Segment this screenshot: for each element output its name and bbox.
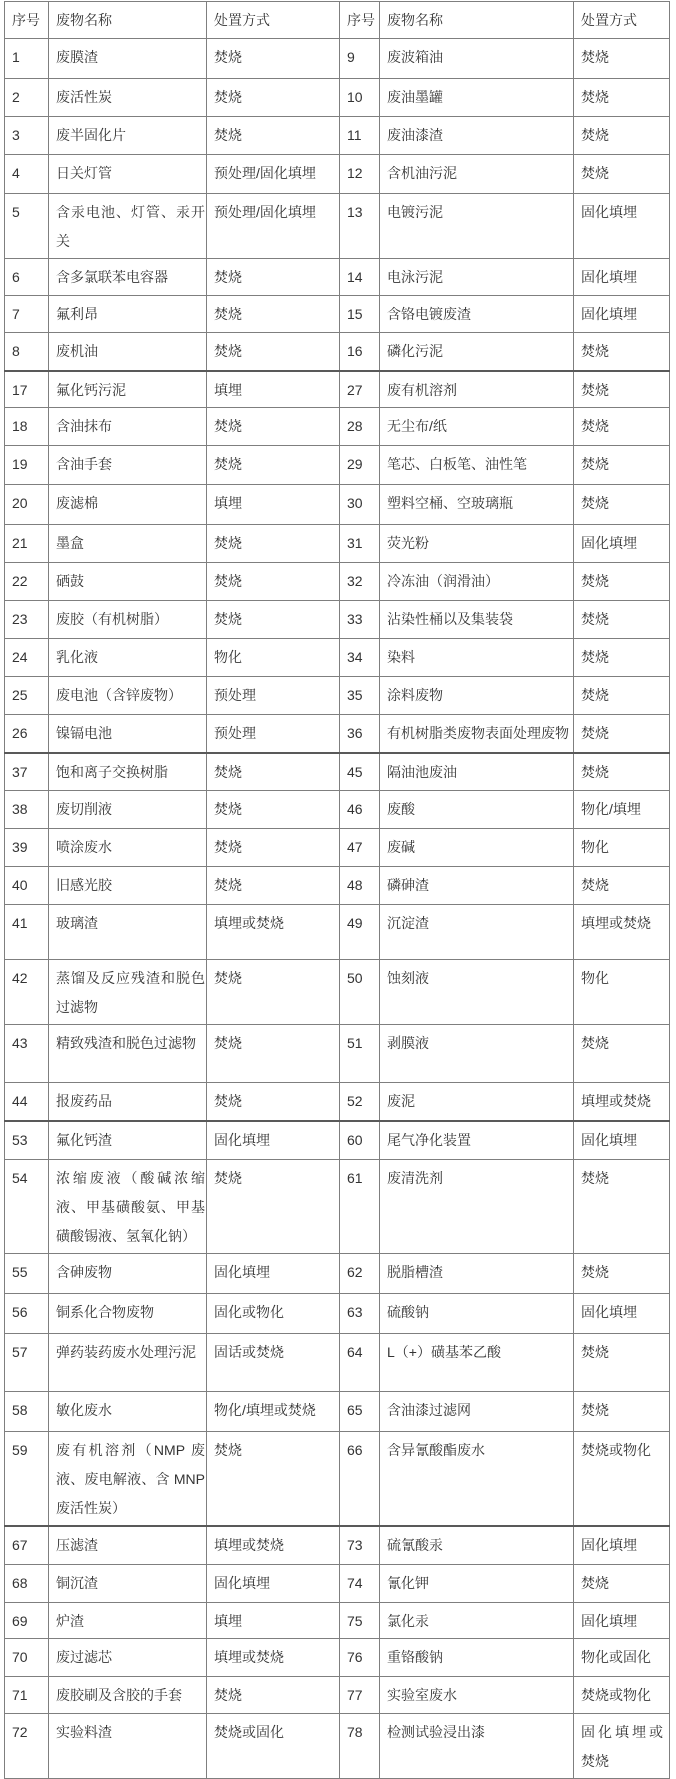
- waste-name-cell: 铜系化合物废物: [49, 1294, 207, 1334]
- disposal-method-cell: 填埋或焚烧: [207, 905, 340, 960]
- disposal-method-cell: 焚烧: [574, 79, 670, 117]
- row-number-cell: 77: [340, 1676, 380, 1713]
- row-number-cell: 18: [5, 408, 49, 446]
- table-row: [5, 1294, 670, 1334]
- row-number-cell: 73: [340, 1526, 380, 1564]
- waste-name-cell: 实验料渣: [49, 1713, 207, 1778]
- table-row: [5, 905, 670, 960]
- waste-name-cell: 旧感光胶: [49, 867, 207, 905]
- table-row: [5, 1713, 670, 1778]
- waste-name-cell: 磷砷渣: [380, 867, 574, 905]
- disposal-method-cell: 焚烧: [207, 867, 340, 905]
- row-number-cell: 54: [5, 1160, 49, 1254]
- disposal-method-cell: 焚烧: [574, 39, 670, 79]
- row-number-cell: 59: [5, 1432, 49, 1527]
- disposal-method-cell: 物化: [574, 960, 670, 1025]
- disposal-method-cell: 焚烧: [207, 1432, 340, 1527]
- table-row: [5, 296, 670, 333]
- waste-name-cell: 废半固化片: [49, 117, 207, 155]
- disposal-method-cell: 焚烧: [207, 791, 340, 829]
- row-number-cell: 9: [340, 39, 380, 79]
- disposal-method-cell: 焚烧: [207, 601, 340, 639]
- waste-name-cell: 墨盒: [49, 525, 207, 563]
- row-number-cell: 69: [5, 1602, 49, 1638]
- waste-name-cell: 废油漆渣: [380, 117, 574, 155]
- disposal-method-cell: 焚烧: [207, 1083, 340, 1121]
- disposal-method-cell: 焚烧: [574, 333, 670, 371]
- row-number-cell: 65: [340, 1392, 380, 1432]
- table-row: [5, 155, 670, 194]
- table-row: [5, 1526, 670, 1564]
- waste-name-cell: 氟化钙渣: [49, 1121, 207, 1160]
- table-row: [5, 259, 670, 296]
- disposal-method-cell: 焚烧: [207, 446, 340, 485]
- row-number-cell: 51: [340, 1025, 380, 1083]
- disposal-method-cell: 固化填埋: [574, 1121, 670, 1160]
- disposal-method-cell: 焚烧: [574, 408, 670, 446]
- waste-name-cell: 含多氯联苯电容器: [49, 259, 207, 296]
- disposal-method-cell: 焚烧: [207, 117, 340, 155]
- disposal-method-cell: 物化或固化: [574, 1638, 670, 1676]
- table-row: [5, 829, 670, 867]
- row-number-cell: 26: [5, 715, 49, 753]
- table-row: [5, 485, 670, 525]
- waste-name-cell: 脱脂槽渣: [380, 1254, 574, 1294]
- waste-name-cell: 废有机溶剂: [380, 371, 574, 408]
- row-number-cell: 60: [340, 1121, 380, 1160]
- waste-name-cell: 有机树脂类废物表面处理废物: [380, 715, 574, 753]
- disposal-method-cell: 焚烧: [574, 601, 670, 639]
- row-number-cell: 20: [5, 485, 49, 525]
- waste-name-cell: L（+）磺基苯乙酸: [380, 1334, 574, 1392]
- row-number-cell: 14: [340, 259, 380, 296]
- row-number-cell: 40: [5, 867, 49, 905]
- waste-disposal-table: [4, 1, 670, 1779]
- col-header-right-name: 废物名称: [380, 2, 574, 39]
- waste-name-cell: 沉淀渣: [380, 905, 574, 960]
- table-row: [5, 1121, 670, 1160]
- waste-name-cell: 冷冻油（润滑油）: [380, 563, 574, 601]
- table-row: [5, 1334, 670, 1392]
- disposal-method-cell: 焚烧: [207, 753, 340, 791]
- disposal-method-cell: 焚烧: [207, 79, 340, 117]
- disposal-method-cell: 物化: [574, 829, 670, 867]
- header-row: [5, 2, 670, 39]
- waste-name-cell: 含油漆过滤网: [380, 1392, 574, 1432]
- disposal-method-cell: 预处理: [207, 677, 340, 715]
- table-row: [5, 1432, 670, 1527]
- row-number-cell: 76: [340, 1638, 380, 1676]
- disposal-method-cell: 焚烧: [207, 408, 340, 446]
- row-number-cell: 50: [340, 960, 380, 1025]
- table-row: [5, 1676, 670, 1713]
- disposal-method-cell: 固化填埋或焚烧: [574, 1713, 670, 1778]
- waste-name-cell: 笔芯、白板笔、油性笔: [380, 446, 574, 485]
- waste-name-cell: 废滤棉: [49, 485, 207, 525]
- waste-name-cell: 尾气净化装置: [380, 1121, 574, 1160]
- waste-name-cell: 隔油池废油: [380, 753, 574, 791]
- disposal-method-cell: 填埋: [207, 485, 340, 525]
- disposal-method-cell: 焚烧: [574, 1025, 670, 1083]
- disposal-method-cell: 焚烧: [574, 1334, 670, 1392]
- disposal-method-cell: 焚烧或物化: [574, 1432, 670, 1527]
- waste-name-cell: 废有机溶剂（NMP 废液、废电解液、含 MNP 废活性炭）: [49, 1432, 207, 1527]
- row-number-cell: 46: [340, 791, 380, 829]
- row-number-cell: 8: [5, 333, 49, 371]
- table-row: [5, 525, 670, 563]
- disposal-method-cell: 填埋或焚烧: [207, 1526, 340, 1564]
- waste-name-cell: 电镀污泥: [380, 194, 574, 259]
- waste-name-cell: 含机油污泥: [380, 155, 574, 194]
- row-number-cell: 1: [5, 39, 49, 79]
- table-row: [5, 1392, 670, 1432]
- disposal-method-cell: 物化/填埋: [574, 791, 670, 829]
- table-row: [5, 960, 670, 1025]
- waste-name-cell: 氯化汞: [380, 1602, 574, 1638]
- row-number-cell: 67: [5, 1526, 49, 1564]
- disposal-method-cell: 固化或物化: [207, 1294, 340, 1334]
- waste-name-cell: 喷涂废水: [49, 829, 207, 867]
- disposal-method-cell: 焚烧: [574, 867, 670, 905]
- row-number-cell: 7: [5, 296, 49, 333]
- waste-name-cell: 废电池（含锌废物）: [49, 677, 207, 715]
- row-number-cell: 52: [340, 1083, 380, 1121]
- table-row: [5, 601, 670, 639]
- row-number-cell: 34: [340, 639, 380, 677]
- disposal-method-cell: 焚烧: [574, 371, 670, 408]
- disposal-method-cell: 焚烧或固化: [207, 1713, 340, 1778]
- waste-name-cell: 废膜渣: [49, 39, 207, 79]
- row-number-cell: 68: [5, 1564, 49, 1602]
- waste-name-cell: 废切削液: [49, 791, 207, 829]
- table-row: [5, 1602, 670, 1638]
- waste-name-cell: 蚀刻液: [380, 960, 574, 1025]
- row-number-cell: 38: [5, 791, 49, 829]
- disposal-method-cell: 填埋或焚烧: [574, 905, 670, 960]
- row-number-cell: 28: [340, 408, 380, 446]
- row-number-cell: 5: [5, 194, 49, 259]
- row-number-cell: 4: [5, 155, 49, 194]
- disposal-method-cell: 焚烧: [207, 829, 340, 867]
- disposal-method-cell: 焚烧: [574, 715, 670, 753]
- waste-name-cell: 重铬酸钠: [380, 1638, 574, 1676]
- waste-name-cell: 废泥: [380, 1083, 574, 1121]
- table-row: [5, 715, 670, 753]
- row-number-cell: 48: [340, 867, 380, 905]
- disposal-method-cell: 焚烧: [207, 296, 340, 333]
- row-number-cell: 35: [340, 677, 380, 715]
- row-number-cell: 64: [340, 1334, 380, 1392]
- waste-name-cell: 废胶（有机树脂）: [49, 601, 207, 639]
- waste-name-cell: 蒸馏及反应残渣和脱色过滤物: [49, 960, 207, 1025]
- waste-name-cell: 废活性炭: [49, 79, 207, 117]
- table-row: [5, 333, 670, 371]
- row-number-cell: 12: [340, 155, 380, 194]
- disposal-method-cell: 预处理/固化填埋: [207, 194, 340, 259]
- disposal-method-cell: 焚烧或物化: [574, 1676, 670, 1713]
- row-number-cell: 45: [340, 753, 380, 791]
- waste-name-cell: 炉渣: [49, 1602, 207, 1638]
- col-header-right-no: 序号: [340, 2, 380, 39]
- waste-name-cell: 废碱: [380, 829, 574, 867]
- disposal-method-cell: 焚烧: [207, 259, 340, 296]
- disposal-method-cell: 焚烧: [207, 1160, 340, 1254]
- row-number-cell: 63: [340, 1294, 380, 1334]
- disposal-method-cell: 固化填埋: [574, 259, 670, 296]
- row-number-cell: 75: [340, 1602, 380, 1638]
- waste-name-cell: 废机油: [49, 333, 207, 371]
- disposal-method-cell: 物化: [207, 639, 340, 677]
- col-header-left-name: 废物名称: [49, 2, 207, 39]
- waste-name-cell: 精致残渣和脱色过滤物: [49, 1025, 207, 1083]
- row-number-cell: 70: [5, 1638, 49, 1676]
- row-number-cell: 6: [5, 259, 49, 296]
- disposal-method-cell: 焚烧: [574, 563, 670, 601]
- row-number-cell: 58: [5, 1392, 49, 1432]
- disposal-method-cell: 固化填埋: [574, 1526, 670, 1564]
- table-row: [5, 1254, 670, 1294]
- row-number-cell: 36: [340, 715, 380, 753]
- table-row: [5, 1638, 670, 1676]
- row-number-cell: 33: [340, 601, 380, 639]
- row-number-cell: 22: [5, 563, 49, 601]
- disposal-method-cell: 填埋或焚烧: [574, 1083, 670, 1121]
- disposal-method-cell: 固话或焚烧: [207, 1334, 340, 1392]
- col-header-left-no: 序号: [5, 2, 49, 39]
- row-number-cell: 13: [340, 194, 380, 259]
- row-number-cell: 10: [340, 79, 380, 117]
- col-header-right-method: 处置方式: [574, 2, 670, 39]
- waste-name-cell: 剥膜液: [380, 1025, 574, 1083]
- disposal-method-cell: 填埋或焚烧: [207, 1638, 340, 1676]
- waste-name-cell: 磷化污泥: [380, 333, 574, 371]
- disposal-method-cell: 焚烧: [574, 677, 670, 715]
- disposal-method-cell: 填埋: [207, 1602, 340, 1638]
- row-number-cell: 49: [340, 905, 380, 960]
- table-row: [5, 753, 670, 791]
- table-row: [5, 563, 670, 601]
- waste-name-cell: 废胶刷及含胶的手套: [49, 1676, 207, 1713]
- row-number-cell: 72: [5, 1713, 49, 1778]
- row-number-cell: 17: [5, 371, 49, 408]
- disposal-method-cell: 焚烧: [574, 155, 670, 194]
- table-row: [5, 1083, 670, 1121]
- waste-name-cell: 玻璃渣: [49, 905, 207, 960]
- row-number-cell: 15: [340, 296, 380, 333]
- row-number-cell: 27: [340, 371, 380, 408]
- table-row: [5, 408, 670, 446]
- row-number-cell: 78: [340, 1713, 380, 1778]
- table-row: [5, 79, 670, 117]
- table-row: [5, 677, 670, 715]
- col-header-left-method: 处置方式: [207, 2, 340, 39]
- waste-name-cell: 氟利昂: [49, 296, 207, 333]
- disposal-method-cell: 固化填埋: [207, 1564, 340, 1602]
- disposal-method-cell: 物化/填埋或焚烧: [207, 1392, 340, 1432]
- row-number-cell: 19: [5, 446, 49, 485]
- disposal-method-cell: 焚烧: [574, 753, 670, 791]
- row-number-cell: 55: [5, 1254, 49, 1294]
- waste-name-cell: 浓缩废液（酸碱浓缩液、甲基磺酸氨、甲基磺酸锡液、氢氧化钠）: [49, 1160, 207, 1254]
- waste-name-cell: 氟化钙污泥: [49, 371, 207, 408]
- row-number-cell: 24: [5, 639, 49, 677]
- waste-name-cell: 涂料废物: [380, 677, 574, 715]
- table-row: [5, 1564, 670, 1602]
- waste-name-cell: 废波箱油: [380, 39, 574, 79]
- row-number-cell: 39: [5, 829, 49, 867]
- row-number-cell: 11: [340, 117, 380, 155]
- row-number-cell: 21: [5, 525, 49, 563]
- disposal-method-cell: 焚烧: [574, 1564, 670, 1602]
- disposal-method-cell: 焚烧: [207, 1025, 340, 1083]
- row-number-cell: 30: [340, 485, 380, 525]
- waste-name-cell: 荧光粉: [380, 525, 574, 563]
- waste-name-cell: 实验室废水: [380, 1676, 574, 1713]
- disposal-method-cell: 焚烧: [574, 446, 670, 485]
- row-number-cell: 16: [340, 333, 380, 371]
- disposal-method-cell: 焚烧: [207, 563, 340, 601]
- disposal-method-cell: 焚烧: [574, 485, 670, 525]
- row-number-cell: 37: [5, 753, 49, 791]
- waste-name-cell: 报废药品: [49, 1083, 207, 1121]
- waste-name-cell: 铜沉渣: [49, 1564, 207, 1602]
- waste-name-cell: 硫氰酸汞: [380, 1526, 574, 1564]
- waste-name-cell: 沾染性桶以及集装袋: [380, 601, 574, 639]
- table-row: [5, 1160, 670, 1254]
- table-row: [5, 39, 670, 79]
- row-number-cell: 61: [340, 1160, 380, 1254]
- waste-name-cell: 废清洗剂: [380, 1160, 574, 1254]
- row-number-cell: 32: [340, 563, 380, 601]
- table-row: [5, 446, 670, 485]
- waste-name-cell: 敏化废水: [49, 1392, 207, 1432]
- disposal-method-cell: 焚烧: [207, 1676, 340, 1713]
- row-number-cell: 25: [5, 677, 49, 715]
- waste-name-cell: 含油抹布: [49, 408, 207, 446]
- row-number-cell: 42: [5, 960, 49, 1025]
- disposal-method-cell: 固化填埋: [574, 1602, 670, 1638]
- waste-name-cell: 硫酸钠: [380, 1294, 574, 1334]
- row-number-cell: 57: [5, 1334, 49, 1392]
- row-number-cell: 29: [340, 446, 380, 485]
- disposal-method-cell: 预处理/固化填埋: [207, 155, 340, 194]
- waste-name-cell: 染料: [380, 639, 574, 677]
- table-row: [5, 867, 670, 905]
- row-number-cell: 2: [5, 79, 49, 117]
- table-row: [5, 194, 670, 259]
- waste-name-cell: 乳化液: [49, 639, 207, 677]
- disposal-method-cell: 焚烧: [574, 639, 670, 677]
- disposal-method-cell: 固化填埋: [574, 194, 670, 259]
- waste-name-cell: 无尘布/纸: [380, 408, 574, 446]
- disposal-method-cell: 焚烧: [207, 39, 340, 79]
- row-number-cell: 31: [340, 525, 380, 563]
- waste-name-cell: 镍镉电池: [49, 715, 207, 753]
- disposal-method-cell: 焚烧: [574, 117, 670, 155]
- row-number-cell: 66: [340, 1432, 380, 1527]
- waste-name-cell: 氰化钾: [380, 1564, 574, 1602]
- table-row: [5, 639, 670, 677]
- row-number-cell: 23: [5, 601, 49, 639]
- waste-name-cell: 压滤渣: [49, 1526, 207, 1564]
- waste-name-cell: 饱和离子交换树脂: [49, 753, 207, 791]
- waste-name-cell: 含汞电池、灯管、汞开关: [49, 194, 207, 259]
- table-row: [5, 117, 670, 155]
- table-row: [5, 1025, 670, 1083]
- disposal-method-cell: 填埋: [207, 371, 340, 408]
- disposal-method-cell: 固化填埋: [207, 1121, 340, 1160]
- waste-name-cell: 检测试验浸出漆: [380, 1713, 574, 1778]
- disposal-method-cell: 焚烧: [574, 1392, 670, 1432]
- disposal-method-cell: 焚烧: [207, 525, 340, 563]
- table-body: [5, 39, 670, 1779]
- row-number-cell: 44: [5, 1083, 49, 1121]
- disposal-method-cell: 焚烧: [574, 1254, 670, 1294]
- waste-name-cell: 废酸: [380, 791, 574, 829]
- row-number-cell: 53: [5, 1121, 49, 1160]
- waste-name-cell: 弹药装药废水处理污泥: [49, 1334, 207, 1392]
- disposal-method-cell: 固化填埋: [574, 525, 670, 563]
- disposal-method-cell: 焚烧: [207, 333, 340, 371]
- waste-name-cell: 含油手套: [49, 446, 207, 485]
- disposal-method-cell: 固化填埋: [207, 1254, 340, 1294]
- waste-name-cell: 日关灯管: [49, 155, 207, 194]
- row-number-cell: 3: [5, 117, 49, 155]
- waste-name-cell: 废过滤芯: [49, 1638, 207, 1676]
- disposal-method-cell: 固化填埋: [574, 296, 670, 333]
- row-number-cell: 47: [340, 829, 380, 867]
- waste-name-cell: 含铬电镀废渣: [380, 296, 574, 333]
- row-number-cell: 62: [340, 1254, 380, 1294]
- waste-name-cell: 塑料空桶、空玻璃瓶: [380, 485, 574, 525]
- waste-name-cell: 含异氰酸酯废水: [380, 1432, 574, 1527]
- waste-name-cell: 废油墨罐: [380, 79, 574, 117]
- disposal-method-cell: 固化填埋: [574, 1294, 670, 1334]
- waste-name-cell: 电泳污泥: [380, 259, 574, 296]
- row-number-cell: 74: [340, 1564, 380, 1602]
- row-number-cell: 56: [5, 1294, 49, 1334]
- waste-name-cell: 含砷废物: [49, 1254, 207, 1294]
- table-row: [5, 371, 670, 408]
- row-number-cell: 43: [5, 1025, 49, 1083]
- disposal-method-cell: 焚烧: [207, 960, 340, 1025]
- disposal-method-cell: 焚烧: [574, 1160, 670, 1254]
- waste-name-cell: 硒鼓: [49, 563, 207, 601]
- table-row: [5, 791, 670, 829]
- row-number-cell: 41: [5, 905, 49, 960]
- disposal-method-cell: 预处理: [207, 715, 340, 753]
- row-number-cell: 71: [5, 1676, 49, 1713]
